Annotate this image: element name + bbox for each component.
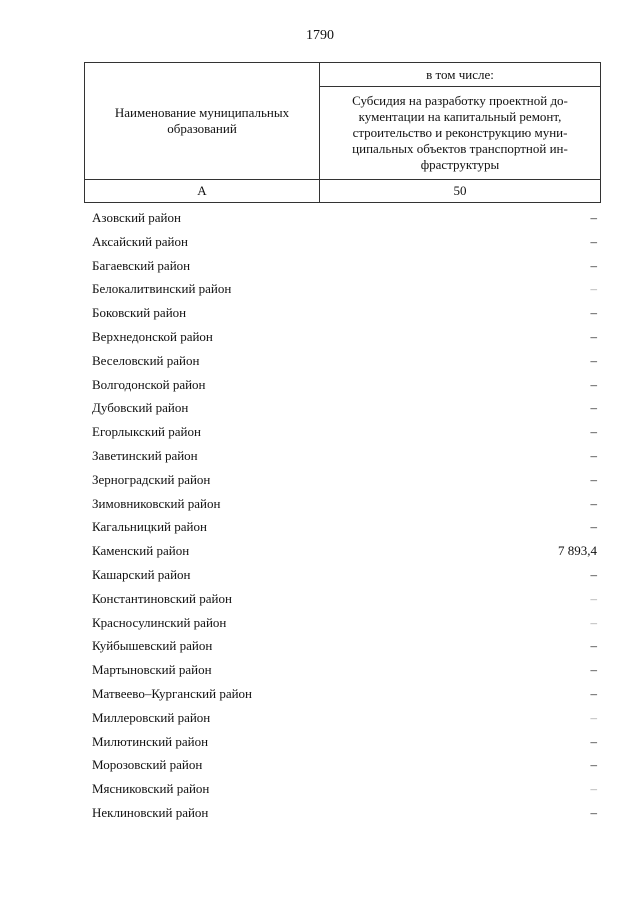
subsidy-value: – [590, 210, 597, 225]
municipality-name: Неклиновский район [92, 804, 209, 820]
municipality-name: Боковский район [92, 305, 187, 321]
subsidy-value: – [590, 376, 597, 392]
subsidy-value: – [590, 685, 597, 701]
table-row [84, 634, 597, 658]
subsidy-value: – [590, 757, 597, 773]
table-row [84, 444, 597, 468]
municipality-name: Куйбышевский район [92, 638, 213, 654]
subsidy-value: – [590, 733, 597, 749]
header-col-num: 50 [320, 180, 601, 203]
subsidy-value: – [590, 424, 597, 440]
table-row [84, 730, 597, 754]
subsidy-value: – [590, 804, 597, 820]
municipality-name: Каменский район [92, 543, 190, 559]
municipality-name: Волгодонской район [92, 376, 206, 392]
table-row [84, 468, 597, 492]
header-name-column: Наименование муниципальных образований [85, 63, 320, 180]
municipality-name: Веселовский район [92, 352, 200, 368]
table-row [84, 349, 597, 373]
table-row [84, 587, 597, 611]
municipality-name: Кагальницкий район [92, 519, 207, 535]
table-row [84, 325, 597, 349]
table-row [84, 230, 597, 254]
municipality-name: Кашарский район [92, 566, 191, 582]
table-row [84, 515, 597, 539]
municipality-name: Милютинский район [92, 733, 209, 749]
table-row [84, 301, 597, 325]
subsidy-value: – [590, 590, 597, 606]
subsidy-value: – [590, 519, 597, 535]
subsidy-value: – [590, 709, 597, 725]
header-subsidy-label [320, 87, 601, 180]
header-subsidy-line: фраструктуры [420, 157, 500, 172]
table-row [84, 539, 597, 563]
municipality-name: Матвеево–Курганский район [92, 685, 253, 701]
table-row [84, 396, 597, 420]
municipality-name: Дубовский район [92, 400, 189, 416]
municipality-name: Багаевский район [92, 257, 191, 273]
municipality-name: Егорлыкский район [92, 424, 201, 440]
table-row [84, 420, 597, 444]
subsidy-value: – [590, 614, 597, 630]
municipality-name: Морозовский район [92, 757, 203, 773]
table-row [84, 563, 597, 587]
table-row [84, 492, 597, 516]
subsidy-value: – [590, 257, 597, 273]
table-row [84, 777, 597, 801]
municipality-name: Мясниковский район [92, 781, 210, 797]
municipality-name: Зимовниковский район [92, 495, 221, 511]
table-row [84, 373, 597, 397]
table-row [84, 801, 597, 825]
municipality-name: Заветинский район [92, 447, 198, 463]
subsidy-value: – [590, 495, 597, 511]
subsidy-value: 7 893,4 [558, 543, 597, 559]
subsidy-value: – [590, 638, 597, 654]
table-row [84, 658, 597, 682]
municipality-name: Верхнедонской район [92, 328, 213, 344]
subsidy-value: – [590, 352, 597, 368]
header-group-label: в том числе: [320, 63, 601, 87]
subsidy-value: – [590, 566, 597, 582]
table-row [84, 277, 597, 301]
subsidy-value: – [590, 305, 597, 321]
header-subsidy-line: строительство и реконструкцию муни- [352, 125, 568, 140]
subsidy-value: – [590, 233, 597, 249]
header-col-a: А [85, 180, 320, 203]
municipality-name: Мартыновский район [92, 662, 212, 678]
municipality-name: Аксайский район [92, 233, 188, 249]
subsidy-value: – [590, 328, 597, 344]
subsidy-value: – [590, 447, 597, 463]
table-row [84, 254, 597, 278]
header-subsidy-line: Субсидия на разработку проектной до- [352, 93, 568, 108]
table-header [84, 62, 601, 203]
municipality-name: Азовский район [92, 210, 181, 225]
table-row [84, 706, 597, 730]
municipality-name: Зерноградский район [92, 471, 211, 487]
municipality-name: Миллеровский район [92, 709, 211, 725]
subsidy-value: – [590, 781, 597, 797]
subsidy-value: – [590, 400, 597, 416]
table-row [84, 682, 597, 706]
table-row [84, 206, 597, 230]
subsidy-value: – [590, 662, 597, 678]
table-row [84, 753, 597, 777]
header-subsidy-line: ципальных объектов транспортной ин- [352, 141, 568, 156]
municipality-list [84, 206, 597, 825]
page-number: 1790 [306, 28, 334, 43]
subsidy-value: – [590, 281, 597, 297]
municipality-name: Красносулинский район [92, 614, 227, 630]
municipality-name: Белокалитвинский район [92, 281, 232, 297]
header-subsidy-line: кументации на капитальный ремонт, [358, 109, 562, 124]
table-row [84, 611, 597, 635]
subsidy-value: – [590, 471, 597, 487]
municipality-name: Константиновский район [92, 590, 232, 606]
